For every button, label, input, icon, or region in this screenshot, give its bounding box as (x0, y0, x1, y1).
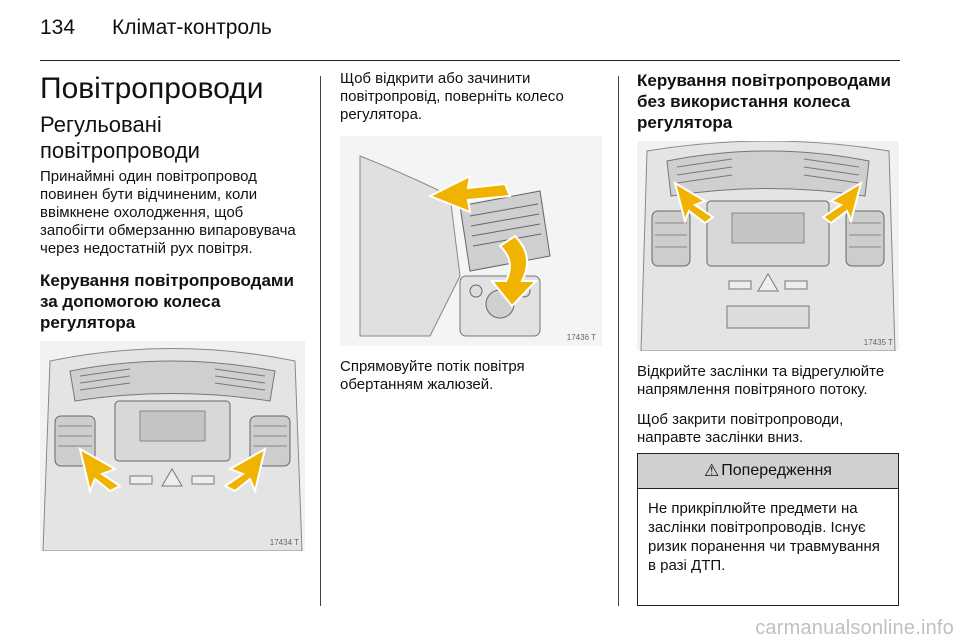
warning-header (638, 454, 898, 489)
watermark: carmanualsonline.info (755, 617, 954, 639)
close-flaps-paragraph: Щоб закрити повітропроводи, направте заслінки вниз. (637, 411, 844, 446)
no-wheel-heading: Керування повітропроводами без використання колеса регулятора (637, 71, 891, 132)
figure-vent-wheel (340, 136, 602, 346)
figure-dashboard-wheels (40, 341, 305, 551)
intro-paragraph: Принаймні один повітропровод повинен бути відчиненим, коли ввімкнене охолодження, щоб запобігти обмерзанню випаровувача через недостатній рух повітря. (40, 168, 296, 257)
header-rule (40, 60, 900, 61)
warning-title: Попередження (721, 462, 832, 479)
warning-triangle-icon: ⚠ (704, 461, 720, 480)
figure-dashboard-flaps (637, 141, 899, 351)
warning-box (637, 453, 899, 606)
subsection-title: Регульовані повітропроводи (40, 112, 200, 163)
column-divider-2 (618, 76, 619, 606)
figure-code: 17434 T (269, 538, 299, 547)
column-divider-1 (320, 76, 321, 606)
figure-code: 17435 T (863, 338, 893, 347)
open-flaps-paragraph: Відкрийте заслінки та відрегулюйте напрямлення повітряного потоку. (637, 363, 885, 398)
wheel-control-heading: Керування повітропроводами за допомогою колеса регулятора (40, 271, 294, 332)
section-title: Клімат-контроль (112, 16, 272, 39)
direct-flow-paragraph: Спрямовуйте потік повітря обертанням жалюзей. (340, 358, 525, 393)
page-title: Повітропроводи (40, 72, 264, 105)
column-3 (637, 70, 902, 459)
figure-code: 17436 T (566, 333, 596, 342)
column-2 (340, 70, 602, 406)
column-1 (40, 70, 305, 551)
warning-text: Не прикріплюйте предмети на заслінки повітропроводів. Існує ризик поранення чи травмування в разі ДТП. (648, 500, 880, 574)
open-close-paragraph: Щоб відкрити або зачинити повітропровід, поверніть колесо регулятора. (340, 70, 564, 123)
page-number: 134 (40, 16, 76, 39)
